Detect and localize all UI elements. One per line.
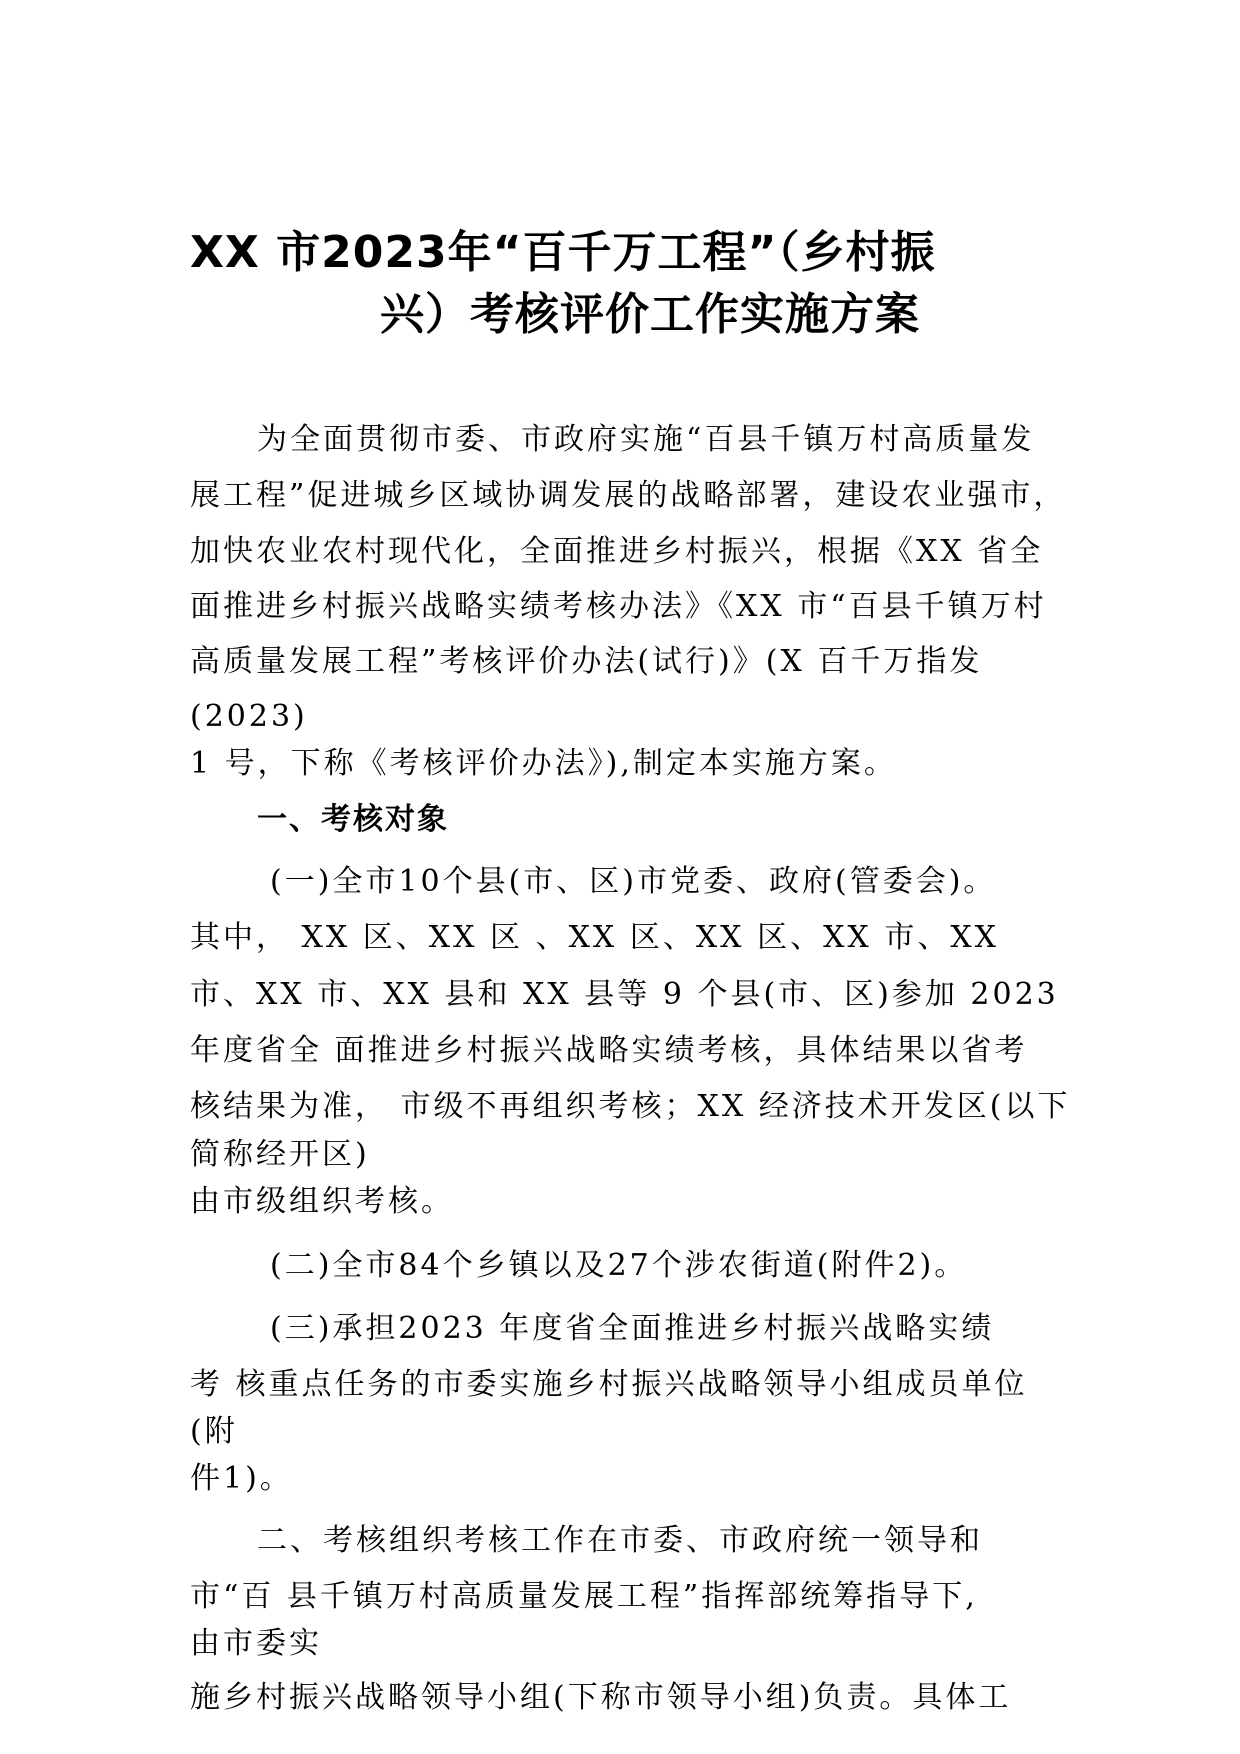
paragraph-line: 其中， XX 区、XX 区 、XX 区、XX 区、XX 市、XX xyxy=(190,920,1000,955)
paragraph-line: (一)全市10个县(市、区)市党委、政府(管委会)。 xyxy=(270,864,997,899)
paragraph-line: 二、考核组织考核工作在市委、市政府统一领导和 xyxy=(257,1523,983,1558)
paragraph-line: 市“百 县千镇万村高质量发展工程”指挥部统筹指导下, xyxy=(190,1579,978,1614)
paragraph-line: 件1)。 xyxy=(190,1461,293,1496)
section-heading: 一、考核对象 xyxy=(257,802,449,837)
paragraph-line: 年度省全 面推进乡村振兴战略实绩考核，具体结果以省考 xyxy=(190,1033,1028,1068)
paragraph-line: (2023) xyxy=(190,699,308,734)
paragraph-line: 面推进乡村振兴战略实绩考核办法》《XX 市“百县千镇万村 xyxy=(190,589,1047,624)
paragraph-line: 由市级组织考核。 xyxy=(190,1184,454,1219)
paragraph-line: 展工程”促进城乡区域协调发展的战略部署，建设农业强市， xyxy=(190,478,1067,513)
paragraph-line: (附 xyxy=(190,1414,238,1449)
document-title-line-2: 兴）考核评价工作实施方案 xyxy=(380,289,920,340)
paragraph-line: 1 号，下称《考核评价办法》),制定本实施方案。 xyxy=(190,746,897,781)
paragraph-line: (三)承担2023 年度省全面推进乡村振兴战略实绩 xyxy=(270,1311,995,1346)
paragraph-line: 加快农业农村现代化，全面推进乡村振兴，根据《XX 省全 xyxy=(190,534,1044,569)
paragraph-line: 高质量发展工程”考核评价办法(试行)》(X 百千万指发 xyxy=(190,644,983,679)
document-title-line-1: XX 市2023年“百千万工程”（乡村振 xyxy=(190,227,936,278)
paragraph-line: 简称经开区) xyxy=(190,1137,370,1172)
paragraph-line: 为全面贯彻市委、市政府实施“百县千镇万村高质量发 xyxy=(257,422,1035,457)
paragraph-line: 考 核重点任务的市委实施乡村振兴战略领导小组成员单位 xyxy=(190,1367,1028,1402)
paragraph-line: 由市委实 xyxy=(190,1626,322,1661)
paragraph-line: 施乡村振兴战略领导小组(下称市领导小组)负责。具体工 xyxy=(190,1680,1012,1715)
paragraph-line: 核结果为准， 市级不再组织考核；XX 经济技术开发区(以下 xyxy=(190,1089,1071,1124)
paragraph-line: 市、XX 市、XX 县和 XX 县等 9 个县(市、区)参加 2023 xyxy=(190,977,1059,1012)
paragraph-line: (二)全市84个乡镇以及27个涉农街道(附件2)。 xyxy=(270,1248,968,1283)
